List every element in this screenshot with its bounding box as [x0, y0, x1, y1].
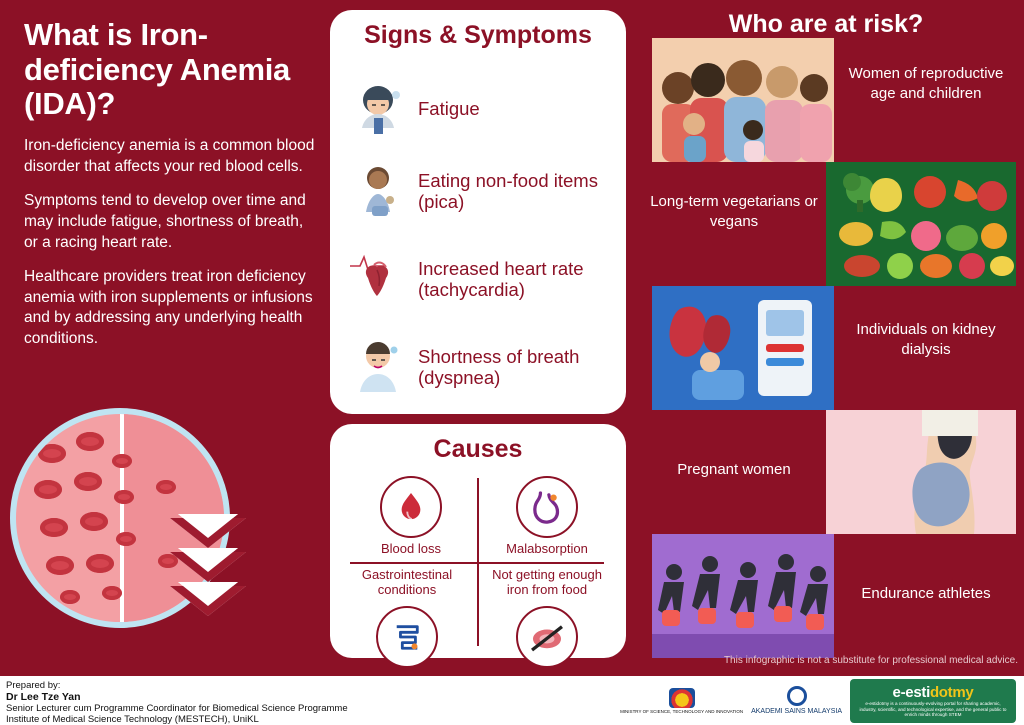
risk-label-dialysis: Individuals on kidney dialysis	[856, 321, 996, 358]
symptom-label-fatigue: Fatigue	[418, 98, 480, 120]
decrease-arrows-icon	[170, 518, 246, 620]
page-title: What is Iron-deficiency Anemia (IDA)?	[24, 17, 290, 122]
e-estidotmy-logo[interactable]	[850, 679, 1016, 723]
footer-credits	[6, 680, 348, 725]
signs-and-symptoms-card	[330, 10, 626, 414]
cause-gastrointestinal	[342, 568, 472, 672]
cause-label-malabsorption: Malabsorption	[506, 541, 588, 556]
causes-card-title: Causes	[433, 435, 523, 463]
child-eating-icon	[344, 160, 418, 222]
breathless-person-icon	[344, 336, 418, 398]
medical-disclaimer: This infographic is not a substitute for professional medical advice.	[723, 655, 1018, 666]
footer-author-name: Dr Lee Tze Yan	[6, 691, 81, 703]
cause-low-dietary-iron	[482, 568, 612, 672]
symptom-label-pica: Eating non-food items (pica)	[418, 169, 598, 212]
signs-card-title: Signs & Symptoms	[364, 21, 592, 49]
footer-logos	[620, 679, 1016, 723]
no-meat-icon	[516, 606, 578, 668]
risk-label-endurance-athletes: Endurance athletes	[861, 585, 991, 602]
intro-paragraph-1: Iron-deficiency anemia is a common blood disorder that affects your red blood cells.	[24, 137, 315, 175]
academy-logo-label: AKADEMI SAINS MALAYSIA	[751, 708, 842, 716]
ministry-logo	[620, 681, 743, 721]
brand-name-part1: e-esti	[892, 684, 930, 701]
stomach-icon	[516, 476, 578, 538]
symptom-label-tachycardia: Increased heart rate (tachycardia)	[418, 257, 584, 300]
footer	[0, 676, 1024, 724]
symptom-row-fatigue	[344, 78, 614, 140]
causes-card	[330, 424, 626, 658]
symptom-row-tachycardia	[344, 248, 620, 310]
brand-tagline: e-estidotmy is a continuously-evolving portal for sharing academic, industry, scientific, and technological expertise, and the general public to enrich minds through STEM	[859, 701, 1007, 718]
blood-drop-icon	[380, 476, 442, 538]
causes-grid	[342, 476, 614, 646]
family-women-children-photo	[652, 38, 834, 162]
runners-photo	[652, 534, 834, 658]
academy-logo	[751, 681, 842, 721]
risk-label-pregnant-women: Pregnant women	[677, 461, 791, 478]
cause-label-blood-loss: Blood loss	[381, 541, 441, 556]
footer-prepared-by: Prepared by:	[6, 680, 61, 691]
ministry-logo-label: MINISTRY OF SCIENCE, TECHNOLOGY AND INNOVATION	[620, 709, 744, 714]
academy-ring-icon	[787, 686, 807, 706]
pregnant-woman-photo	[826, 410, 1016, 534]
heart-ecg-icon	[344, 248, 418, 310]
symptom-label-dyspnea: Shortness of breath (dyspnea)	[418, 345, 580, 388]
intro-paragraph-2: Symptoms tend to develop over time and may include fatigue, shortness of breath, or a racing heart rate.	[24, 192, 306, 251]
cause-blood-loss	[346, 476, 476, 557]
red-blood-cells-illustration	[10, 408, 260, 638]
footer-author-role: Senior Lecturer cum Programme Coordinator for Biomedical Science Programme	[6, 703, 348, 714]
tired-girl-icon	[344, 78, 418, 140]
footer-institute: Institute of Medical Science Technology (MESTECH), UniKL	[6, 714, 259, 725]
vegetables-fruits-photo	[826, 162, 1016, 286]
ministry-crest-icon	[669, 688, 695, 708]
brand-name-part2: dotmy	[929, 684, 974, 701]
cause-malabsorption	[482, 476, 612, 557]
symptom-row-dyspnea	[344, 336, 622, 398]
risk-section-title: Who are at risk?	[728, 10, 924, 38]
intestine-icon	[376, 606, 438, 668]
risk-label-vegetarians: Long-term vegetarians or vegans	[650, 193, 818, 230]
cause-label-low-dietary-iron: Not getting enough iron from food	[492, 567, 602, 597]
kidney-dialysis-photo	[652, 286, 834, 410]
intro-paragraph-3: Healthcare providers treat iron deficiency anemia with iron supplements or infusions and by addressing any underlying health conditions.	[24, 268, 313, 348]
causes-horizontal-divider	[350, 562, 604, 564]
risk-label-women-children: Women of reproductive age and children	[848, 65, 1004, 102]
symptom-row-pica	[344, 160, 618, 222]
cause-label-gastrointestinal: Gastrointestinal conditions	[361, 567, 453, 597]
